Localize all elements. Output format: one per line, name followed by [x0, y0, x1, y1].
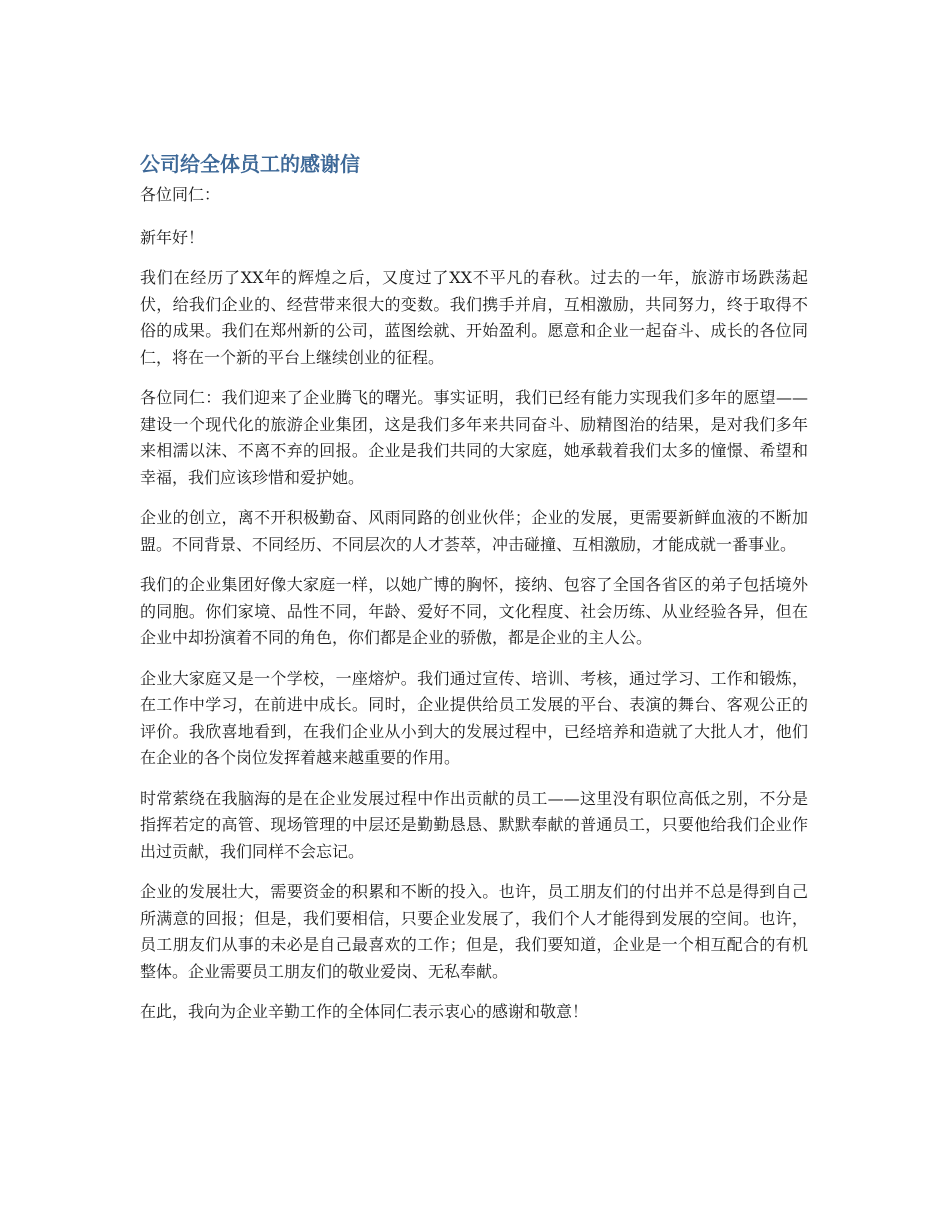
body-paragraph-7: 企业的发展壮大，需要资金的积累和不断的投入。也许，员工朋友们的付出并不总是得到自己所满意的回报；但是，我们要相信，只要企业发展了，我们个人才能得到发展的空间。也许，员工朋友们从事的未必是自己最喜欢的工作；但是，我们要知道，企业是一个相互配合的有机整体。企业需要员工朋友们的敬业爱岗、无私奉献。 — [140, 882, 808, 981]
letter-page — [140, 148, 808, 1026]
salutation: 各位同仁： — [140, 185, 221, 204]
body-paragraph-6: 时常萦绕在我脑海的是在企业发展过程中作出贡献的员工——这里没有职位高低之别，不分是指挥若定的高管、现场管理的中层还是勤勤恳恳、默默奉献的普通员工，只要他给我们企业作出过贡献，我们同样不会忘记。 — [140, 788, 808, 861]
letter-title: 公司给全体员工的感谢信 — [140, 152, 360, 176]
new-year-greeting: 新年好！ — [140, 227, 205, 247]
body-paragraph-1: 我们在经历了XX年的辉煌之后，又度过了XX不平凡的春秋。过去的一年，旅游市场跌荡起伏，给我们企业的、经营带来很大的变数。我们携手并肩，互相激励，共同努力，终于取得不俗的成果。我们在郑州新的公司，蓝图绘就、开始盈利。愿意和企业一起奋斗、成长的各位同仁，将在一个新的平台上继续创业的征程。 — [140, 268, 808, 367]
body-paragraph-3: 企业的创立，离不开积极勤奋、风雨同路的创业伙伴；企业的发展，更需要新鲜血液的不断加盟。不同背景、不同经历、不同层次的人才荟萃，冲击碰撞、互相激励，才能成就一番事业。 — [140, 508, 808, 554]
body-paragraph-2: 各位同仁：我们迎来了企业腾飞的曙光。事实证明，我们已经有能力实现我们多年的愿望——建设一个现代化的旅游企业集团，这是我们多年来共同奋斗、励精图治的结果，是对我们多年来相濡以沫、不离不弃的回报。企业是我们共同的大家庭，她承载着我们太多的憧憬、希望和幸福，我们应该珍惜和爱护她。 — [140, 388, 808, 487]
closing-thanks: 在此，我向为企业辛勤工作的全体同仁表示衷心的感谢和敬意！ — [140, 1002, 589, 1021]
body-paragraph-5: 企业大家庭又是一个学校，一座熔炉。我们通过宣传、培训、考核，通过学习、工作和锻炼，在工作中学习，在前进中成长。同时，企业提供给员工发展的平台、表演的舞台、客观公正的评价。我欣喜地看到，在我们企业从小到大的发展过程中，已经培养和造就了大批人才，他们在企业的各个岗位发挥着越来越重要的作用。 — [140, 668, 808, 767]
body-paragraph-4: 我们的企业集团好像大家庭一样，以她广博的胸怀，接纳、包容了全国各省区的弟子包括境外的同胞。你们家境、品性不同，年龄、爱好不同，文化程度、社会历练、从业经验各异，但在企业中却扮演着不同的角色，你们都是企业的骄傲，都是企业的主人公。 — [140, 575, 808, 647]
